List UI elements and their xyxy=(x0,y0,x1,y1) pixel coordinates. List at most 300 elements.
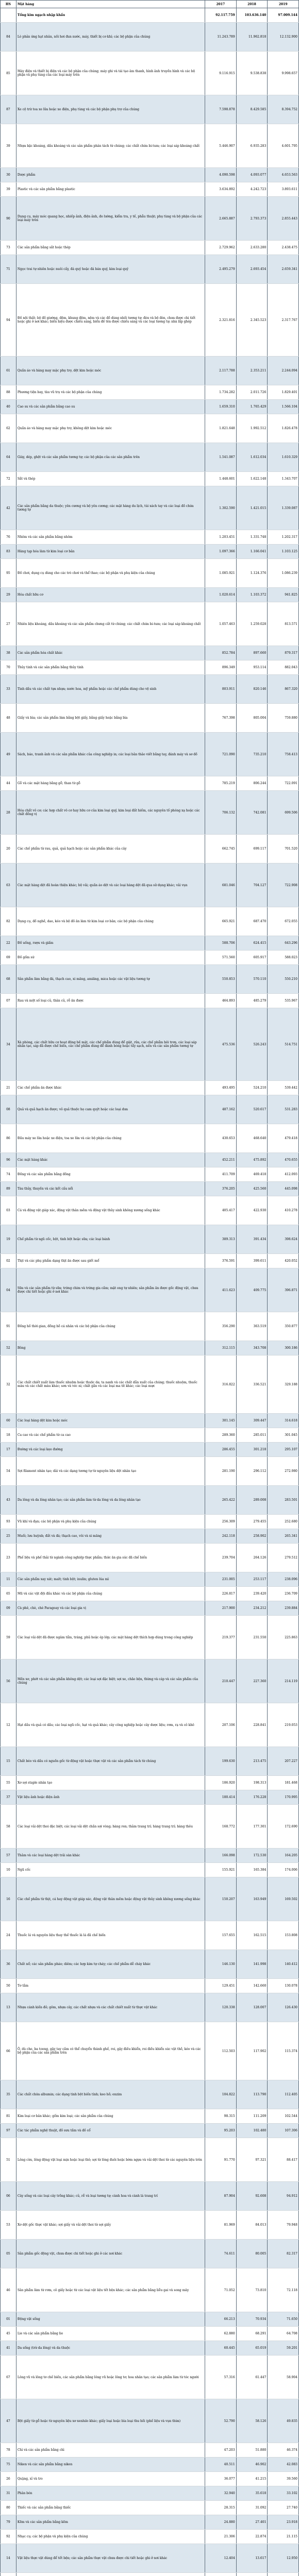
table-row xyxy=(1,2486,299,2501)
row-name-cell: Kim loại cơ bản khác; gốm kim loại; các sản phẩm của chúng xyxy=(16,2109,205,2124)
row-2019-cell: 239.884 xyxy=(268,1601,299,1616)
row-2018-cell: 65.019 xyxy=(236,2341,268,2355)
table-row xyxy=(1,1268,299,1312)
row-2019-cell: 2.244.094 xyxy=(268,357,299,385)
row-name-cell: Các chế phẩm từ thịt, cá hay động vật giáp xác, động vật thân mềm hoặc động vật thủy sinh không xương sống khác xyxy=(16,1877,205,1921)
row-2018-cell: 1.612.034 xyxy=(236,443,268,472)
row-name-cell: Sản phẩm làm bằng đá, thạch cao, xi măng, amiăng, mica hoặc các vật liệu tương tự xyxy=(16,965,205,994)
row-2017-cell: 242.118 xyxy=(205,1529,237,1544)
row-name-cell: Các loại vải dệt thoi đặc biệt; các loại vải dệt chần sợi vòng; hàng ren; thảm trang trí; hàng trang trí; hàng thêu xyxy=(16,1805,205,1849)
row-hs-cell: 49 xyxy=(1,733,16,776)
row-2019-cell: 1.566.104 xyxy=(268,400,299,414)
table-row xyxy=(1,1196,299,1225)
row-hs-cell: 19 xyxy=(1,1225,16,1254)
row-name-cell: Thuốc lá và nguyên liệu thay thế thuốc lá lá đã chế biến xyxy=(16,1921,205,1950)
row-hs-cell: 17 xyxy=(1,1443,16,1457)
row-hs-cell: 03 xyxy=(1,1196,16,1225)
row-hs-cell: 32 xyxy=(1,1355,16,1414)
row-2017-cell: 1.085.921 xyxy=(205,559,237,588)
table-body xyxy=(1,8,299,2576)
row-2019-cell: 214.119 xyxy=(268,1659,299,1703)
table-row xyxy=(1,95,299,124)
row-2018-cell: 27.401 xyxy=(236,2515,268,2530)
row-2017-cell: 389.313 xyxy=(205,1225,237,1254)
row-name-cell: Các loại vải dệt đã được ngâm tẩm, tráng, phủ hoặc ép lớp; các mặt hàng dệt thích hợp dùng trong công nghiệp xyxy=(16,1616,205,1659)
row-2018-cell: 309.447 xyxy=(236,1414,268,1428)
table-row xyxy=(1,646,299,660)
row-2019-cell: 759.880 xyxy=(268,704,299,733)
row-hs-cell: 83 xyxy=(1,545,16,559)
table-row xyxy=(1,2080,299,2109)
row-name-cell: Giày, dép, ghệt và các sản phẩm tương tự; các bộ phận của các sản phẩm trên xyxy=(16,443,205,472)
row-2018-cell: 2.693.454 xyxy=(236,255,268,284)
row-2017-cell: 40.511 xyxy=(205,2458,237,2472)
row-2018-cell: 399.611 xyxy=(236,1254,268,1268)
row-2017-cell: 81.969 xyxy=(205,2211,237,2240)
row-2019-cell: 412.093 xyxy=(268,1167,299,1182)
row-2017-cell: 166.098 xyxy=(205,1849,237,1863)
table-row xyxy=(1,1182,299,1196)
row-2018-cell: 806.244 xyxy=(236,776,268,791)
row-hs-cell: 06 xyxy=(1,2182,16,2211)
row-2018-cell: 624.415 xyxy=(236,936,268,951)
row-hs-cell: 18 xyxy=(1,1428,16,1443)
row-hs-cell: 22 xyxy=(1,936,16,951)
row-2019-cell: 225.863 xyxy=(268,1616,299,1659)
row-2019-cell: 420.052 xyxy=(268,1254,299,1268)
row-2019-cell: 9.998.657 xyxy=(268,52,299,95)
row-2017-cell: 186.920 xyxy=(205,1776,237,1790)
row-hs-cell: 41 xyxy=(1,2341,16,2355)
row-2017-cell: 852.784 xyxy=(205,646,237,660)
table-row xyxy=(1,2022,299,2080)
row-name-cell: Lông cừu, lông động vật loại mịn hoặc loại thô; sợi từ lông đuôi hoặc bờm ngựa và vải dệt thoi từ các nguyên liệu trên xyxy=(16,2138,205,2182)
row-2017-cell: 21.306 xyxy=(205,2530,237,2544)
row-2017-cell: 281.190 xyxy=(205,1457,237,1486)
row-2018-cell: 111.209 xyxy=(236,2109,268,2124)
row-name-cell: Đồ gốm sứ xyxy=(16,951,205,965)
table-row xyxy=(1,1950,299,1979)
row-name-cell: Quặng, xỉ và tro xyxy=(16,2472,205,2486)
row-2019-cell: 115.374 xyxy=(268,2022,299,2080)
row-name-cell: Đồng và các sản phẩm bằng đồng xyxy=(16,1167,205,1182)
row-2018-cell: 51.880 xyxy=(236,2443,268,2458)
row-2018-cell: 102.480 xyxy=(236,2124,268,2138)
row-name-cell: Cá và động vật giáp xác, động vật thân mềm và động vật thủy sinh không xương sống khác xyxy=(16,1196,205,1225)
row-2019-cell: 94.912 xyxy=(268,2182,299,2211)
table-row xyxy=(1,1544,299,1572)
row-2019-cell: 21.115 xyxy=(268,2530,299,2544)
row-name-cell: Rau và một số loại củ, thân củ, rễ ăn được xyxy=(16,994,205,1008)
row-name-cell: Nhiên liệu khoáng, dầu khoáng và các sản phẩm chưng cất từ chúng; các chất chứa bi-tum; các loại sáp khoáng chất xyxy=(16,602,205,646)
row-2018-cell: 35.618 xyxy=(236,2486,268,2501)
table-row xyxy=(1,704,299,733)
row-name-cell: Chế phẩm từ ngũ cốc, bột, tinh bột hoặc sữa; các loại bánh xyxy=(16,1225,205,1254)
row-hs-cell: 92 xyxy=(1,2530,16,2544)
table-row xyxy=(1,357,299,385)
row-2018-cell: 162.515 xyxy=(236,1921,268,1950)
row-2017-cell: 487.162 xyxy=(205,1095,237,1124)
row-2019-cell: 479.418 xyxy=(268,1124,299,1153)
row-name-cell: Ô, dù che, ba toong, gậy tay cầm có thể chuyển thành ghế, roi, gậy điều khiển, roi điều khiển súc vật thồ, kéo và các bộ phận của các sản phẩm trên xyxy=(16,2022,205,2080)
row-name-cell: Đồ uống, rượu và giấm xyxy=(16,936,205,951)
row-name-cell: Sữa và các sản phẩm từ sữa; trứng chim và trứng gia cầm; mật ong tự nhiên; sản phẩm ăn được gốc động vật, chưa được chi tiết hoặc ghi ở nơi khác xyxy=(16,1268,205,1312)
row-2019-cell: 236.709 xyxy=(268,1587,299,1601)
row-2017-cell: 1.057.463 xyxy=(205,602,237,646)
row-hs-cell: 56 xyxy=(1,1659,16,1703)
row-2017-cell: 71.052 xyxy=(205,2268,237,2312)
row-name-cell: Lie và các sản phẩm bằng lie xyxy=(16,2327,205,2341)
row-name-cell: Các chế phẩm từ rau, quả, quả hạch hoặc các sản phẩm khác của cây xyxy=(16,835,205,863)
row-name-cell: Da lông và da lông nhân tạo; các sản phẩm làm từ da lông và da lông nhân tạo xyxy=(16,1486,205,1515)
row-2017-cell: 226.817 xyxy=(205,1587,237,1601)
row-name-cell: Các sản phẩm hóa chất khác xyxy=(16,646,205,660)
table-row xyxy=(1,1355,299,1414)
row-2018-cell: 141.998 xyxy=(236,1950,268,1979)
table-row xyxy=(1,1414,299,1428)
row-name-cell: Quả và quả hạch ăn được; vỏ quả thuộc họ cam quýt hoặc các loại dưa xyxy=(16,1095,205,1124)
row-2018-cell: 820.146 xyxy=(236,675,268,704)
total-row xyxy=(1,8,299,23)
row-hs-cell: 30 xyxy=(1,168,16,182)
row-2019-cell: 588.023 xyxy=(268,951,299,965)
row-2019-cell xyxy=(268,2573,299,2576)
row-2018-cell: 279.455 xyxy=(236,1515,268,1529)
row-2018-cell: 735.210 xyxy=(236,733,268,776)
row-hs-cell: 97 xyxy=(1,2124,16,2138)
row-hs-cell: 58 xyxy=(1,1805,16,1849)
table-row xyxy=(1,951,299,965)
row-2017-cell: 219.377 xyxy=(205,1616,237,1659)
row-2019-cell: 758.413 xyxy=(268,733,299,776)
row-name-cell: Ngũ cốc xyxy=(16,1863,205,1877)
table-row xyxy=(1,545,299,559)
row-name-cell: Phân bón xyxy=(16,2486,205,2501)
row-2019-cell: 941.825 xyxy=(268,588,299,602)
row-name-cell: Động vật sống xyxy=(16,2312,205,2327)
table-row xyxy=(1,1601,299,1616)
row-hs-cell: 80 xyxy=(1,2501,16,2515)
row-name-cell: Bông xyxy=(16,1341,205,1355)
table-row xyxy=(1,994,299,1008)
row-hs-cell: 88 xyxy=(1,385,16,400)
row-2019-cell: 279.512 xyxy=(268,1544,299,1572)
row-hs-cell: 54 xyxy=(1,1457,16,1486)
row-hs-cell: 94 xyxy=(1,284,16,357)
row-2017-cell: 405.417 xyxy=(205,1196,237,1225)
row-hs-cell: 08 xyxy=(1,1095,16,1124)
row-2019-cell: 396.871 xyxy=(268,1268,299,1312)
row-name-cell: Sắt và thép xyxy=(16,472,205,486)
row-hs-cell: 39 xyxy=(1,182,16,197)
row-2018-cell: 570.110 xyxy=(236,965,268,994)
row-hs-cell: 01 xyxy=(1,2312,16,2327)
row-hs-cell: 11 xyxy=(1,1572,16,1587)
table-row xyxy=(1,124,299,168)
row-2018-cell: 128.007 xyxy=(236,1993,268,2022)
row-2017-cell: 9.116.915 xyxy=(205,52,237,95)
table-row xyxy=(1,182,299,197)
table-row xyxy=(1,1312,299,1341)
row-2019-cell: 272.980 xyxy=(268,1457,299,1486)
row-2018-cell: 485.279 xyxy=(236,994,268,1008)
row-hs-cell: 04 xyxy=(1,1268,16,1312)
row-name-cell: Chì và các sản phẩm bằng chì xyxy=(16,2443,205,2458)
row-name-cell: Da sống (trừ da lông) và da thuộc xyxy=(16,2341,205,2355)
header-hs: HS xyxy=(1,1,16,8)
row-2017-cell: 87.904 xyxy=(205,2182,237,2211)
table-row xyxy=(1,1747,299,1776)
row-2019-cell: 82.317 xyxy=(268,2240,299,2268)
row-2018-cell: 2.793.373 xyxy=(236,197,268,241)
row-2019-cell: 102.544 xyxy=(268,2109,299,2124)
row-name-cell: Các sản phẩm bằng sắt hoặc thép xyxy=(16,241,205,255)
row-2018-cell: 11.962.818 xyxy=(236,23,268,52)
row-2017-cell: 210.447 xyxy=(205,1659,237,1703)
row-2017-cell: 803.911 xyxy=(205,675,237,704)
table-row xyxy=(1,414,299,443)
table-row xyxy=(1,1790,299,1805)
row-hs-cell: 75 xyxy=(1,2458,16,2472)
table-row xyxy=(1,52,299,95)
row-name-cell: Dược phẩm xyxy=(16,168,205,182)
row-2018-cell: 475.892 xyxy=(236,1153,268,1167)
table-row xyxy=(1,23,299,52)
row-hs-cell: 26 xyxy=(1,2472,16,2486)
row-2019-cell: 1.202.317 xyxy=(268,530,299,545)
row-name-cell: Nhựa bậc khoáng, dầu khoáng và các sản phẩm phân tách từ chúng; các chất chứa bi-tum; các loại sáp khoáng chất xyxy=(16,124,205,168)
row-2019-cell: 1.610.329 xyxy=(268,443,299,472)
row-name-cell: Tàu thủy, thuyền và các kết cấu nổi xyxy=(16,1182,205,1196)
row-2019-cell: 46.374 xyxy=(268,2443,299,2458)
row-name-cell: Dụng cụ, đồ nghề, dao, kéo và bộ đồ ăn làm từ kim loại cơ bản; các bộ phận của chúng xyxy=(16,907,205,936)
row-2017-cell: 286.455 xyxy=(205,1443,237,1457)
row-2018-cell: 425.560 xyxy=(236,1182,268,1196)
row-2019-cell: 2.438.475 xyxy=(268,241,299,255)
row-hs-cell: 33 xyxy=(1,675,16,704)
row-hs-cell: 70 xyxy=(1,660,16,675)
row-2017-cell: 95.203 xyxy=(205,2124,237,2138)
row-2018-cell: 142.660 xyxy=(236,1979,268,1993)
row-2018-cell: 41.215 xyxy=(236,2472,268,2486)
table-row xyxy=(1,472,299,486)
row-2017-cell: 104.822 xyxy=(205,2080,237,2109)
row-2018-cell: 73.810 xyxy=(236,2268,268,2312)
row-hs-cell: 65 xyxy=(1,1587,16,1601)
row-2018-cell: 953.114 xyxy=(236,660,268,675)
row-2017-cell: 11.243.789 xyxy=(205,23,237,52)
table-row xyxy=(1,1457,299,1486)
table-row xyxy=(1,588,299,602)
row-2018-cell: 4.093.077 xyxy=(236,168,268,182)
table-row xyxy=(1,241,299,255)
total-name: Tổng kim ngạch nhập khẩu xyxy=(16,8,205,23)
row-2019-cell: 49.835 xyxy=(268,2399,299,2443)
row-2018-cell: 61.447 xyxy=(236,2355,268,2399)
row-2018-cell: 289.008 xyxy=(236,1486,268,1515)
row-2019-cell: 265.341 xyxy=(268,1529,299,1544)
row-2017-cell: 98.315 xyxy=(205,2109,237,2124)
row-name-cell: Vũ khí và đạn; các bộ phận và phụ kiện của chúng xyxy=(16,1515,205,1529)
row-2018-cell: 422.930 xyxy=(236,1196,268,1225)
row-name-cell: Các mặt hàng dệt đã hoàn thiện khác; bộ vải; quần áo dệt và các loại hàng dệt đã qua sử dụng khác; vải vụn xyxy=(16,863,205,907)
row-2019-cell: 27.740 xyxy=(268,2501,299,2515)
row-2019-cell: 219.053 xyxy=(268,1703,299,1747)
row-2018-cell: 1.259.028 xyxy=(236,602,268,646)
table-row xyxy=(1,835,299,863)
row-2017-cell: 24.880 xyxy=(205,2515,237,2530)
table-row xyxy=(1,602,299,646)
row-2017-cell: 7.598.878 xyxy=(205,95,237,124)
row-hs-cell: 90 xyxy=(1,197,16,241)
row-hs-cell: 64 xyxy=(1,443,16,472)
row-2018-cell: 228.841 xyxy=(236,1703,268,1747)
row-2018-cell: 468.640 xyxy=(236,1124,268,1153)
table-row xyxy=(1,1572,299,1587)
row-2017-cell: 1.541.087 xyxy=(205,443,237,472)
row-2017-cell: 356.290 xyxy=(205,1312,237,1341)
row-hs-cell: 20 xyxy=(1,835,16,863)
table-row xyxy=(1,1979,299,1993)
row-2017-cell: 550.853 xyxy=(205,965,237,994)
row-2018-cell: 113.790 xyxy=(236,2080,268,2109)
row-name-cell: Hóa chất vô cơ; các hợp chất vô cơ hay hữu cơ của kim loại quý, kim loại đất hiếm, các nguyên tố phóng xạ hoặc các chất đồng vị xyxy=(16,791,205,835)
row-2018-cell: 264.126 xyxy=(236,1544,268,1572)
row-2019-cell: 42.083 xyxy=(268,2458,299,2472)
row-2019-cell: 539.442 xyxy=(268,1081,299,1095)
row-hs-cell: 96 xyxy=(1,1153,16,1167)
row-2018-cell: 1.103.372 xyxy=(236,588,268,602)
row-name-cell: Xà phòng, các chất hữu cơ hoạt động bề mặt, các chế phẩm dùng để giặt, rửa, các chế phẩm bôi trơn, các loại sáp nhân tạo, sáp đã được chế biến, các chế phẩm dùng để đánh bóng hoặc tẩy sạch, nến và các sản phẩm tương tự xyxy=(16,1008,205,1081)
row-2018-cell: 198.313 xyxy=(236,1776,268,1790)
row-2018-cell: 1.622.148 xyxy=(236,472,268,486)
row-2018-cell: 172.530 xyxy=(236,1849,268,1863)
row-2019-cell: 207.227 xyxy=(268,1747,299,1776)
row-2019-cell: 722.908 xyxy=(268,863,299,907)
row-2018-cell: 239.420 xyxy=(236,1587,268,1601)
row-2018-cell: 520.617 xyxy=(236,1095,268,1124)
total-hs-cell xyxy=(1,8,16,23)
table-row xyxy=(1,1849,299,1863)
row-2018-cell: 68.291 xyxy=(236,2327,268,2341)
row-2018-cell: 296.112 xyxy=(236,1457,268,1486)
row-2017-cell: 32.940 xyxy=(205,2486,237,2501)
row-hs-cell: 09 xyxy=(1,1601,16,1616)
row-2018-cell: 227.360 xyxy=(236,1659,268,1703)
row-name-cell: Nhựa cánh kiến đỏ; gôm, nhựa cây, các chất nhựa và các chất chiết xuất từ thực vật khác xyxy=(16,1993,205,2022)
table-row xyxy=(1,1428,299,1443)
row-name-cell: Các loại hàng dệt kim hoặc móc xyxy=(16,1414,205,1428)
table-row xyxy=(1,1254,299,1268)
table-row xyxy=(1,2515,299,2530)
row-name-cell: Tinh dầu và các chất tựa nhựa; nước hoa, mỹ phẩm hoặc các chế phẩm dùng cho vệ sinh xyxy=(16,675,205,704)
row-2018-cell xyxy=(236,2573,268,2576)
row-2019-cell: 12.132.900 xyxy=(268,23,299,52)
row-2017-cell: 1.203.451 xyxy=(205,530,237,545)
row-hs-cell: 87 xyxy=(1,95,16,124)
table-row xyxy=(1,791,299,835)
table-row xyxy=(1,2544,299,2573)
row-2017-cell: 767.398 xyxy=(205,704,237,733)
row-2018-cell: 231.550 xyxy=(236,1616,268,1659)
row-2019-cell: 2.659.341 xyxy=(268,255,299,284)
row-2018-cell: 2.011.726 xyxy=(236,385,268,400)
row-2019-cell: 107.306 xyxy=(268,2124,299,2138)
row-hs-cell: 60 xyxy=(1,1414,16,1428)
row-name-cell: Cà phê, chè, chè Paragoay và các loại gia vị xyxy=(16,1601,205,1616)
row-hs-cell: 37 xyxy=(1,1790,16,1805)
row-name-cell: Nhạc cụ; các bộ phận và phụ kiện của chúng xyxy=(16,2530,205,2544)
row-2018-cell: 699.117 xyxy=(236,835,268,863)
row-2019-cell: 314.618 xyxy=(268,1414,299,1428)
row-hs-cell: 63 xyxy=(1,863,16,907)
row-2019-cell: 643.296 xyxy=(268,936,299,951)
row-hs-cell: 85 xyxy=(1,52,16,95)
row-2018-cell: 4.242.723 xyxy=(236,182,268,197)
row-2019-cell: 153.808 xyxy=(268,1921,299,1950)
row-2017-cell: 411.709 xyxy=(205,1167,237,1182)
row-hs-cell: 74 xyxy=(1,1167,16,1182)
row-name-cell: Ngọc trai tự nhiên hoặc nuôi cấy, đá quý hoặc đá bán quý, kim loại quý xyxy=(16,255,205,284)
row-name-cell: Máy điện và thiết bị điện và các bộ phận của chúng; máy ghi và tái tạo âm thanh, hình ảnh truyền hình và các bộ phận và phụ tùng của các loại máy trên xyxy=(16,52,205,95)
row-hs-cell: 02 xyxy=(1,1254,16,1268)
row-2019-cell: 301.045 xyxy=(268,1428,299,1443)
row-name-cell: Chất béo và dầu có nguồn gốc từ động vật hoặc thực vật và các sản phẩm tách từ chúng xyxy=(16,1747,205,1776)
row-name-cell: Thủy tinh và các sản phẩm bằng thủy tinh xyxy=(16,660,205,675)
row-2017-cell: 60.445 xyxy=(205,2341,237,2355)
row-2019-cell: 514.751 xyxy=(268,1008,299,1081)
row-2019-cell: 71.650 xyxy=(268,2312,299,2327)
row-name-cell: Đầu máy xe lửa hoặc xe điện, toa xe lửa và các bộ phận của chúng xyxy=(16,1124,205,1153)
row-name-cell xyxy=(16,2573,205,2576)
table-row xyxy=(1,776,299,791)
row-name-cell: Sản phẩm gốc động vật, chưa được chi tiết hoặc ghi ở các nơi khác xyxy=(16,2240,205,2268)
row-hs-cell: 50 xyxy=(1,1979,16,1993)
row-name-cell: Plastic và các sản phẩm bằng plastic xyxy=(16,182,205,197)
row-hs-cell: 10 xyxy=(1,1863,16,1877)
row-2019-cell: 8.394.752 xyxy=(268,95,299,124)
row-2018-cell: 805.004 xyxy=(236,704,268,733)
row-2018-cell: 213.475 xyxy=(236,1747,268,1776)
row-2018-cell: 409.775 xyxy=(236,1268,268,1312)
row-hs-cell: 35 xyxy=(1,2080,16,2109)
table-row xyxy=(1,1225,299,1254)
row-2019-cell: 238.096 xyxy=(268,1572,299,1587)
row-2017-cell: 2.729.962 xyxy=(205,241,237,255)
row-name-cell: Các mặt hàng khác xyxy=(16,1153,205,1167)
row-2019-cell: 39.560 xyxy=(268,2472,299,2486)
row-name-cell: Các chất chứa albumin; các dạng tinh bột biến tính; keo hồ; enzim xyxy=(16,2080,205,2109)
row-2018-cell: 80.005 xyxy=(236,2240,268,2268)
row-2019-cell: 701.520 xyxy=(268,835,299,863)
row-hs-cell: 66 xyxy=(1,2022,16,2080)
table-row xyxy=(1,2312,299,2327)
row-name-cell: Phế liệu và phế thải từ ngành công nghiệp thực phẩm; thức ăn gia súc đã chế biến xyxy=(16,1544,205,1572)
table-row xyxy=(1,2138,299,2182)
row-2018-cell: 285.011 xyxy=(236,1428,268,1443)
row-name-cell: Thảm và các loại hàng dệt trải sàn khác xyxy=(16,1849,205,1863)
row-name-cell: Sợi filament nhân tạo; dải và các dạng tương tự từ nguyên liệu dệt nhân tạo xyxy=(16,1457,205,1486)
table-row xyxy=(1,2327,299,2341)
table-row xyxy=(1,1486,299,1515)
row-name-cell: Đồ chơi, dụng cụ dùng cho các trò chơi và thể thao; các bộ phận và phụ kiện của chúng xyxy=(16,559,205,588)
row-name-cell: Chất nổ; các sản phẩm pháo; diêm; các hợp kim tự cháy; các chế phẩm dễ cháy khác xyxy=(16,1950,205,1979)
row-name-cell: Thiếc và các sản phẩm bằng thiếc xyxy=(16,2501,205,2515)
row-hs-cell: 69 xyxy=(1,951,16,965)
row-name-cell: Cây sống và các loại cây trồng khác; củ, rễ và loại tương tự; cành hoa và cành lá trang trí xyxy=(16,2182,205,2211)
row-hs-cell: 55 xyxy=(1,1776,16,1790)
row-2018-cell: 176.228 xyxy=(236,1790,268,1805)
